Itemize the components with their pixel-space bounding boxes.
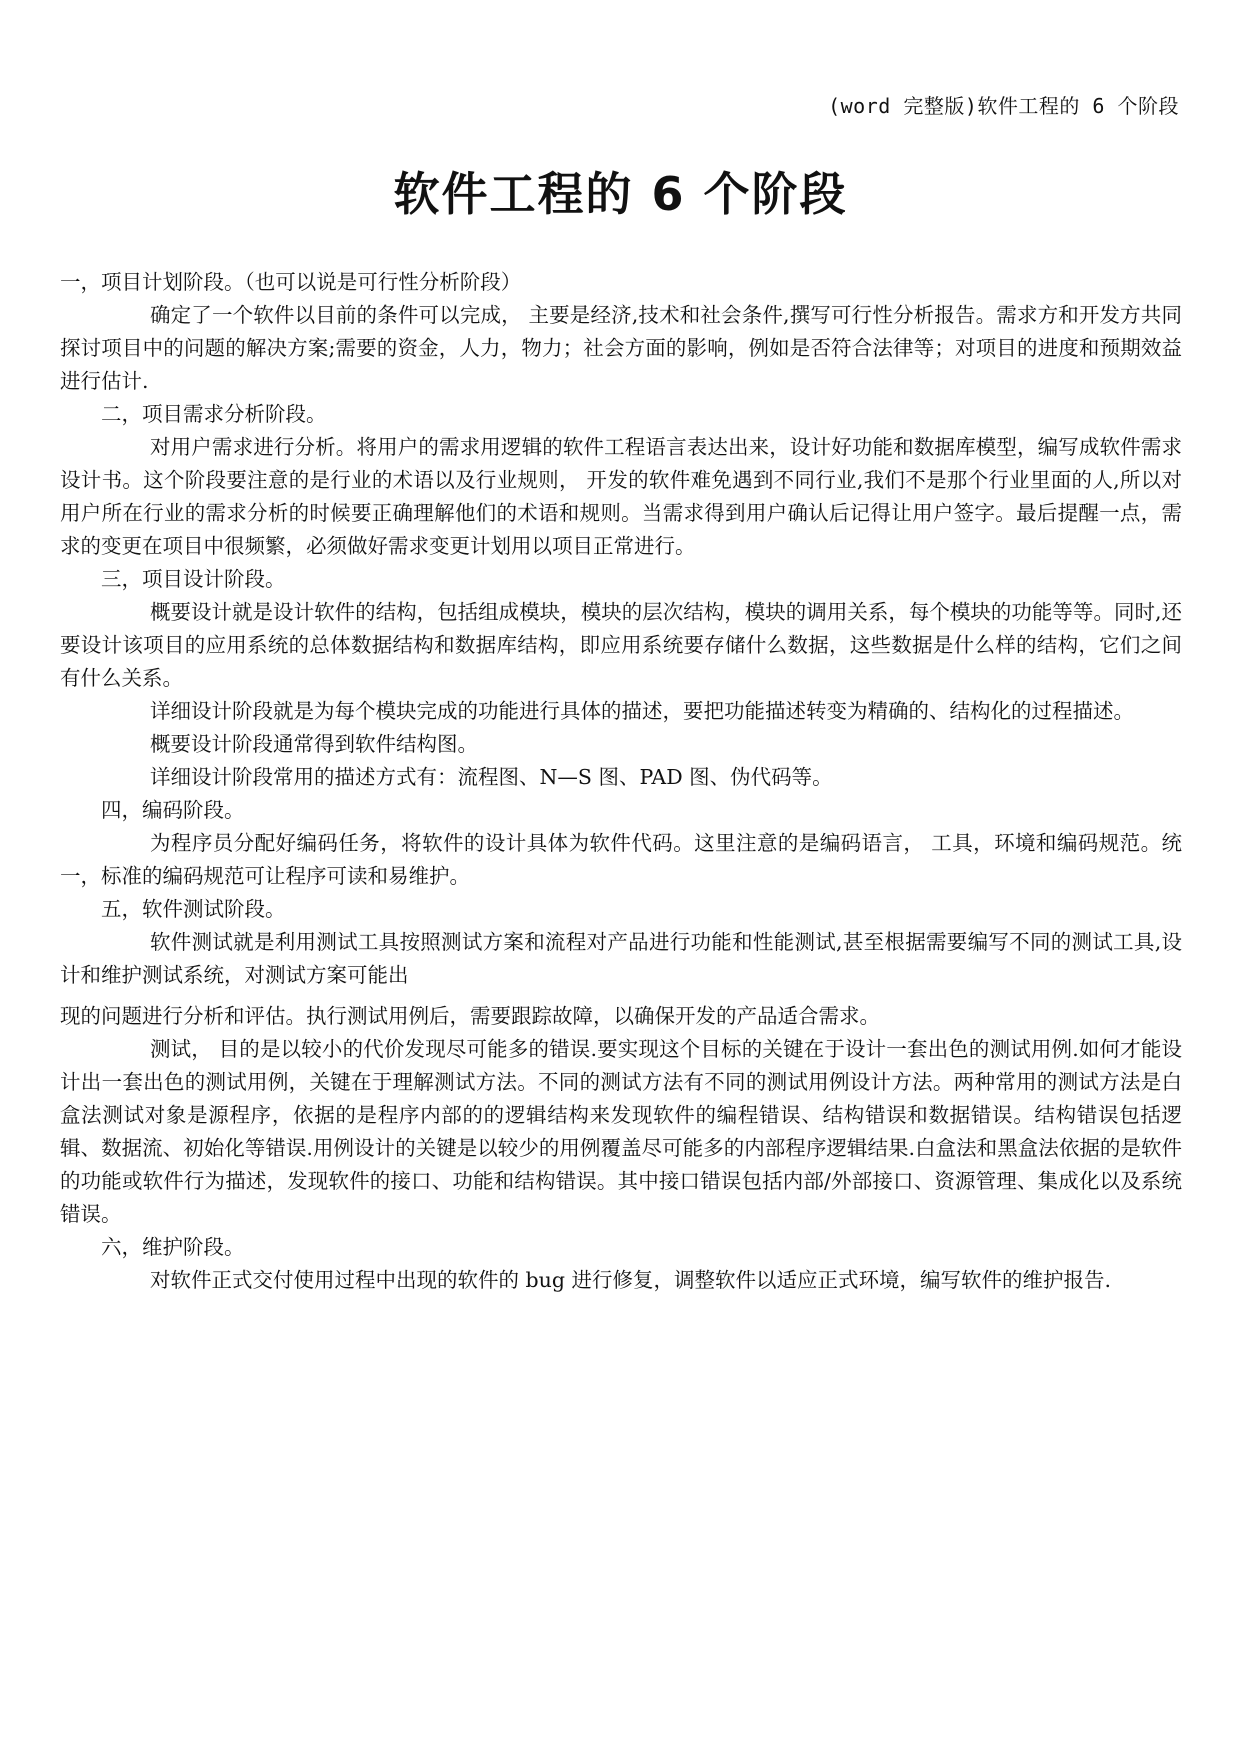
section-2-paragraph-1: 对用户需求进行分析。将用户的需求用逻辑的软件工程语言表达出来，设计好功能和数据库模型，编写成软件需求设计书。这个阶段要注意的是行业的术语以及行业规则， 开发的软件难免遇到不同行业,我们不是那个行业里面的人,所以对用户所在行业的需求分析的时候要正确理解他们的术语和规则。当需求得到用户确认后记得让用户签字。最后提醒一点，需求的变更在项目中很频繁，必须做好需求变更计划用以项目正常进行。 [60,435,1182,558]
document-title: 软件工程的 6 个阶段 [393,167,848,221]
section-3-paragraph-1: 概要设计就是设计软件的结构，包括组成模块，模块的层次结构，模块的调用关系，每个模块的功能等等。同时,还要设计该项目的应用系统的总体数据结构和数据库结构，即应用系统要存储什么数据，这些数据是什么样的结构，它们之间有什么关系。 [60,600,1182,690]
document-body [60,266,1182,1297]
section-heading-6: 六，维护阶段。 [101,1235,245,1259]
section-3-paragraph-3: 概要设计阶段通常得到软件结构图。 [150,732,478,756]
section-5-paragraph-1: 软件测试就是利用测试工具按照测试方案和流程对产品进行功能和性能测试,甚至根据需要编写不同的测试工具,设计和维护测试系统，对测试方案可能出 [60,930,1182,987]
section-3-paragraph-2: 详细设计阶段就是为每个模块完成的功能进行具体的描述，要把功能描述转变为精确的、结构化的过程描述。 [150,699,1134,723]
section-1-paragraph-1: 确定了一个软件以目前的条件可以完成， 主要是经济,技术和社会条件,撰写可行性分析报告。需求方和开发方共同探讨项目中的问题的解决方案;需要的资金，人力，物力；社会方面的影响，例如是否符合法律等；对项目的进度和预期效益进行估计. [60,303,1182,393]
section-5-paragraph-3: 测试， 目的是以较小的代价发现尽可能多的错误.要实现这个目标的关键在于设计一套出色的测试用例.如何才能设计出一套出色的测试用例，关键在于理解测试方法。不同的测试方法有不同的测试用例设计方法。两种常用的测试方法是白盒法测试对象是源程序，依据的是程序内部的的逻辑结构来发现软件的编程错误、结构错误和数据错误。结构错误包括逻辑、数据流、初始化等错误.用例设计的关键是以较少的用例覆盖尽可能多的内部程序逻辑结果.白盒法和黑盒法依据的是软件的功能或软件行为描述，发现软件的接口、功能和结构错误。其中接口错误包括内部/外部接口、资源管理、集成化以及系统错误。 [60,1037,1182,1226]
section-5-paragraph-2: 现的问题进行分析和评估。执行测试用例后，需要跟踪故障，以确保开发的产品适合需求。 [60,1004,880,1028]
section-6-paragraph-1: 对软件正式交付使用过程中出现的软件的 bug 进行修复，调整软件以适应正式环境，编写软件的维护报告. [150,1268,1111,1292]
section-3-paragraph-4: 详细设计阶段常用的描述方式有：流程图、N—S 图、PAD 图、伪代码等。 [150,765,833,789]
section-heading-4: 四，编码阶段。 [101,798,245,822]
section-heading-5: 五，软件测试阶段。 [101,897,286,921]
section-4-paragraph-1: 为程序员分配好编码任务，将软件的设计具体为软件代码。这里注意的是编码语言， 工具，环境和编码规范。统一，标准的编码规范可让程序可读和易维护。 [60,831,1182,888]
section-heading-1: 一，项目计划阶段。（也可以说是可行性分析阶段） [60,270,522,294]
section-heading-2: 二，项目需求分析阶段。 [101,402,327,426]
section-heading-3: 三，项目设计阶段。 [101,567,286,591]
running-header: (word 完整版)软件工程的 6 个阶段 [828,94,1179,118]
